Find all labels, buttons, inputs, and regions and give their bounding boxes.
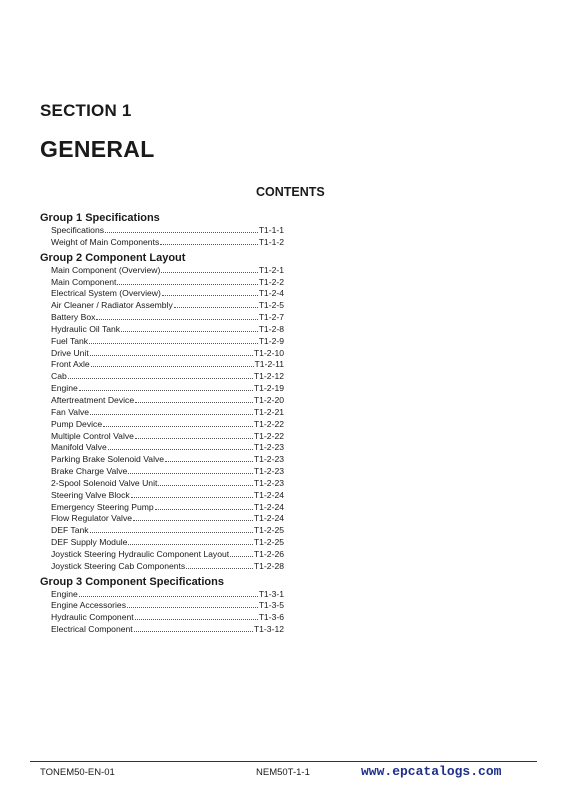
toc-entry[interactable]	[40, 348, 284, 360]
toc-entry-page: T1-3-5	[258, 600, 284, 611]
toc-entry-label: Electrical Component	[51, 624, 133, 635]
toc-entry-label: Main Component (Overview)	[51, 264, 161, 275]
toc-entry-page: T1-2-23	[253, 454, 284, 465]
toc-entry-page: T1-2-22	[253, 430, 284, 441]
toc-entry[interactable]	[40, 502, 284, 514]
toc-entry[interactable]	[40, 419, 284, 431]
toc-dot-leader	[89, 336, 258, 344]
toc-dot-leader	[96, 312, 257, 320]
toc-entry-label: Engine	[51, 588, 78, 599]
toc-entry-label: Aftertreatment Device	[51, 394, 135, 405]
toc-entry[interactable]	[40, 612, 284, 624]
toc-entry[interactable]	[40, 407, 284, 419]
toc-entry[interactable]	[40, 513, 284, 525]
footer-watermark[interactable]: www.epcatalogs.com	[361, 764, 502, 779]
toc-entry-page: T1-2-25	[253, 525, 284, 536]
footer-page-number: NEM50T-1-1	[256, 767, 310, 778]
toc-entry[interactable]	[40, 600, 284, 612]
toc-dot-leader	[91, 359, 254, 367]
contents-heading: CONTENTS	[256, 185, 325, 199]
table-of-contents	[40, 212, 284, 636]
toc-dot-leader	[68, 371, 253, 379]
toc-entry[interactable]	[40, 624, 284, 636]
toc-entry-label: Air Cleaner / Radiator Assembly	[51, 300, 173, 311]
toc-entry-page: T1-2-23	[253, 477, 284, 488]
toc-dot-leader	[230, 549, 253, 557]
toc-dot-leader	[186, 561, 253, 569]
toc-entry-label: Engine Accessories	[51, 600, 126, 611]
toc-entry-label: Parking Brake Solenoid Valve	[51, 454, 165, 465]
toc-entry-label: Brake Charge Valve	[51, 466, 128, 477]
toc-entry[interactable]	[40, 371, 284, 383]
toc-entry-page: T1-2-23	[253, 442, 284, 453]
toc-entry-page: T1-2-8	[258, 323, 284, 334]
toc-entry[interactable]	[40, 225, 284, 237]
toc-entry-page: T1-2-12	[253, 371, 284, 382]
toc-dot-leader	[127, 600, 258, 608]
toc-entry-label: Joystick Steering Hydraulic Component Layout	[51, 548, 230, 559]
toc-entry-page: T1-2-20	[253, 394, 284, 405]
toc-entry-label: Steering Valve Block	[51, 489, 130, 500]
footer-divider	[30, 761, 537, 762]
toc-entry-label: Fan Valve	[51, 406, 90, 417]
toc-dot-leader	[133, 513, 253, 521]
toc-dot-leader	[90, 348, 253, 356]
toc-entry-label: Weight of Main Components	[51, 236, 160, 247]
toc-dot-leader	[90, 525, 253, 533]
toc-group	[40, 252, 284, 573]
toc-entry-label: Manifold Valve	[51, 442, 107, 453]
toc-entry-label: DEF Supply Module	[51, 537, 128, 548]
toc-entry-label: Fuel Tank	[51, 335, 89, 346]
toc-entry-page: T1-2-24	[253, 489, 284, 500]
toc-entry-label: Main Component	[51, 276, 117, 287]
toc-entry-page: T1-2-5	[258, 300, 284, 311]
toc-dot-leader	[103, 419, 253, 427]
toc-dot-leader	[108, 442, 253, 450]
toc-entry-label: Engine	[51, 383, 78, 394]
toc-entry[interactable]	[40, 442, 284, 454]
toc-dot-leader	[128, 466, 253, 474]
footer-doc-code: TONEM50-EN-01	[40, 767, 115, 778]
toc-dot-leader	[158, 478, 253, 486]
toc-group	[40, 212, 284, 249]
toc-entry[interactable]	[40, 549, 284, 561]
toc-entry[interactable]	[40, 277, 284, 289]
toc-dot-leader	[162, 288, 258, 296]
toc-entry[interactable]	[40, 237, 284, 249]
toc-entry-label: Multiple Control Valve	[51, 430, 134, 441]
toc-entry[interactable]	[40, 466, 284, 478]
toc-entry-page: T1-2-24	[253, 501, 284, 512]
toc-group-title: Group 2 Component Layout	[40, 251, 186, 264]
toc-dot-leader	[160, 237, 257, 245]
toc-entry-page: T1-2-21	[253, 406, 284, 417]
toc-entry[interactable]	[40, 312, 284, 324]
toc-dot-leader	[79, 383, 253, 391]
toc-entry-page: T1-2-28	[253, 560, 284, 571]
toc-dot-leader	[121, 324, 258, 332]
toc-dot-leader	[165, 454, 253, 462]
toc-entry[interactable]	[40, 395, 284, 407]
toc-entry-page: T1-2-19	[253, 383, 284, 394]
toc-dot-leader	[174, 300, 258, 308]
toc-group-title: Group 3 Component Specifications	[40, 575, 224, 588]
toc-entry[interactable]	[40, 431, 284, 443]
toc-entry-page: T1-2-9	[258, 335, 284, 346]
toc-dot-leader	[135, 612, 258, 620]
toc-dot-leader	[90, 407, 253, 415]
toc-entry[interactable]	[40, 383, 284, 395]
toc-entry[interactable]	[40, 454, 284, 466]
toc-entry[interactable]	[40, 288, 284, 300]
toc-entry-page: T1-2-2	[258, 276, 284, 287]
toc-entry[interactable]	[40, 525, 284, 537]
section-title: GENERAL	[40, 136, 155, 162]
toc-entry[interactable]	[40, 359, 284, 371]
toc-entry[interactable]	[40, 537, 284, 549]
toc-entry-page: T1-1-2	[258, 236, 284, 247]
toc-entry[interactable]	[40, 300, 284, 312]
toc-entry-page: T1-2-23	[253, 466, 284, 477]
toc-dot-leader	[134, 624, 253, 632]
toc-dot-leader	[105, 225, 258, 233]
toc-entry-page: T1-2-25	[253, 537, 284, 548]
toc-entry-page: T1-2-26	[253, 548, 284, 559]
section-label: SECTION 1	[40, 101, 132, 120]
toc-dot-leader	[79, 589, 258, 597]
toc-entry-label: Flow Regulator Valve	[51, 513, 133, 524]
toc-entry-label: Hydraulic Oil Tank	[51, 323, 121, 334]
toc-entry-label: Electrical System (Overview)	[51, 288, 161, 299]
toc-entry-label: Front Axle	[51, 359, 90, 370]
toc-entry-label: Specifications	[51, 225, 105, 235]
toc-entry-page: T1-2-11	[254, 359, 284, 370]
toc-entry-page: T1-3-12	[253, 624, 284, 635]
toc-entry[interactable]	[40, 336, 284, 348]
toc-dot-leader	[155, 502, 253, 510]
toc-group	[40, 576, 284, 636]
toc-dot-leader	[135, 395, 253, 403]
toc-entry[interactable]	[40, 265, 284, 277]
toc-group-title: Group 1 Specifications	[40, 212, 160, 224]
toc-entry-page: T1-2-7	[258, 312, 284, 323]
toc-entry-page: T1-2-24	[253, 513, 284, 524]
toc-entry-label: DEF Tank	[51, 525, 89, 536]
toc-entry-label: Drive Unit	[51, 347, 89, 358]
toc-dot-leader	[161, 265, 257, 273]
toc-entry-label: Hydraulic Component	[51, 612, 134, 623]
toc-dot-leader	[131, 490, 253, 498]
toc-entry-label: 2-Spool Solenoid Valve Unit	[51, 477, 158, 488]
toc-entry[interactable]	[40, 561, 284, 573]
toc-entry-label: Battery Box	[51, 312, 96, 323]
toc-entry-label: Joystick Steering Cab Components	[51, 560, 186, 571]
toc-entry-page: T1-2-10	[253, 347, 284, 358]
toc-entry[interactable]	[40, 324, 284, 336]
toc-entry[interactable]	[40, 490, 284, 502]
toc-entry[interactable]	[40, 478, 284, 490]
toc-entry-page: T1-2-1	[258, 264, 284, 275]
toc-entry-label: Pump Device	[51, 418, 103, 429]
toc-dot-leader	[117, 277, 257, 285]
toc-entry[interactable]	[40, 589, 284, 601]
toc-entry-label: Emergency Steering Pump	[51, 501, 154, 512]
toc-entry-page: T1-2-22	[253, 418, 284, 429]
toc-entry-page: T1-3-1	[258, 588, 284, 599]
toc-dot-leader	[135, 431, 253, 439]
toc-entry-page: T1-3-6	[258, 612, 284, 623]
toc-entry-label: Cab	[51, 371, 67, 382]
toc-entry-page: T1-2-4	[258, 288, 284, 299]
toc-dot-leader	[128, 537, 252, 545]
toc-entry-page: T1-1-1	[258, 225, 284, 235]
